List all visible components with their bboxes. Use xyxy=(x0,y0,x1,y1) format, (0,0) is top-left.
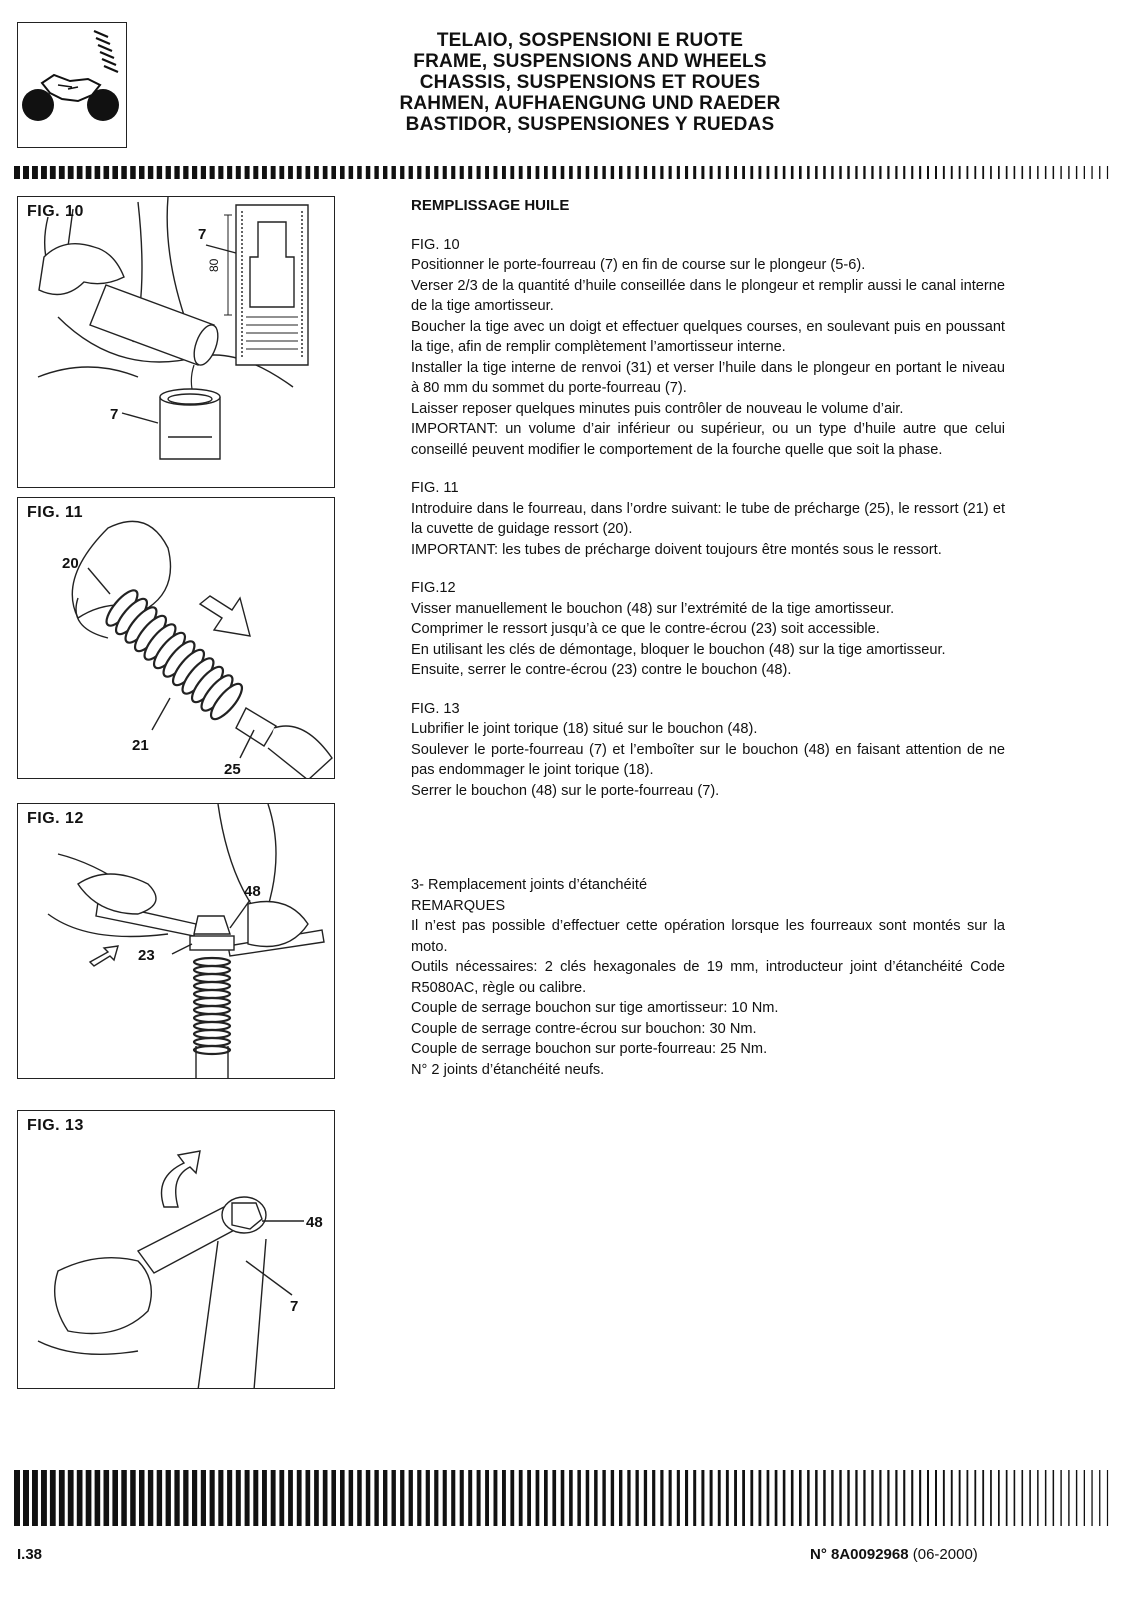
figure-label: FIG. 12 xyxy=(27,810,84,827)
title-it: TELAIO, SOSPENSIONI E RUOTE xyxy=(436,30,744,51)
top-divider-stripe xyxy=(14,166,1116,179)
document-date: (06-2000) xyxy=(912,1546,978,1563)
remarks-line: Couple de serrage bouchon sur tige amortisseur: 10 Nm. xyxy=(411,1000,779,1016)
instruction-block-fig10 xyxy=(411,235,1005,461)
locknut-tightening-illustration xyxy=(18,804,335,1079)
remarks-subtitle: REMARQUES xyxy=(411,897,506,914)
figure-10 xyxy=(17,196,335,488)
instruction-line: En utilisant les clés de démontage, bloquer le bouchon (48) sur la tige amortisseur. xyxy=(411,641,946,658)
instruction-block-fig12 xyxy=(411,578,1005,681)
bottom-divider-stripe xyxy=(14,1470,1116,1526)
title-es: BASTIDOR, SUSPENSIONES Y RUEDAS xyxy=(405,114,775,135)
callout-80-dimension: 80 xyxy=(207,258,221,272)
figure-13 xyxy=(17,1110,335,1389)
title-de: RAHMEN, AUFHAENGUNG UND RAEDER xyxy=(399,93,781,114)
figure-11 xyxy=(17,497,335,779)
callout-25: 25 xyxy=(224,761,241,778)
instruction-line: Comprimer le ressort jusqu’à ce que le contre-écrou (23) soit accessible. xyxy=(411,621,880,637)
oil-filling-illustration xyxy=(18,197,335,488)
document-number: N° 8A0092968 xyxy=(810,1546,909,1563)
instruction-line: IMPORTANT: un volume d’air inférieur ou supérieur, ou un type d’huile autre que celui conseillé peuvent modifier le comportement de la fourche quelle que soit la phase. xyxy=(411,421,1005,458)
instruction-line: IMPORTANT: les tubes de précharge doivent toujours être montés sous le ressort. xyxy=(411,541,942,558)
block-title: FIG. 11 xyxy=(411,480,459,496)
figure-label: FIG. 10 xyxy=(27,203,84,220)
instruction-line: Lubrifier le joint torique (18) situé sur le bouchon (48). xyxy=(411,721,758,737)
remarks-line: Couple de serrage bouchon sur porte-fourreau: 25 Nm. xyxy=(411,1041,768,1057)
instruction-line: Ensuite, serrer le contre-écrou (23) contre le bouchon (48). xyxy=(411,662,792,678)
instruction-line: Serrer le bouchon (48) sur le porte-fourreau (7). xyxy=(411,782,720,799)
remarks-block xyxy=(411,875,1005,1080)
instruction-line: Introduire dans le fourreau, dans l’ordre suivant: le tube de précharge (25), le ressort (21) et la cuvette de guidage ressort (20). xyxy=(411,500,1005,537)
motorcycle-suspension-icon xyxy=(18,23,126,147)
callout-48: 48 xyxy=(244,883,261,900)
remarks-title: 3- Remplacement joints d’étanchéité xyxy=(411,877,648,893)
instruction-line: Soulever le porte-fourreau (7) et l’emboîter sur le bouchon (48) en faisant attention de ne pas endommager le joint torique (18). xyxy=(411,741,1005,778)
instruction-line: Visser manuellement le bouchon (48) sur l’extrémité de la tige amortisseur. xyxy=(411,600,895,617)
spring-insertion-illustration xyxy=(18,498,335,779)
page-number: I.38 xyxy=(17,1546,43,1563)
callout-21: 21 xyxy=(132,737,149,754)
figure-12 xyxy=(17,803,335,1079)
callout-23: 23 xyxy=(138,947,155,964)
instruction-block-fig13 xyxy=(411,699,1005,802)
callout-7-top: 7 xyxy=(198,226,207,243)
title-en: FRAME, SUSPENSIONS AND WHEELS xyxy=(413,51,767,72)
figure-label: FIG. 11 xyxy=(27,504,83,521)
section-heading: REMPLISSAGE HUILE xyxy=(411,197,570,214)
page-titles xyxy=(380,30,800,135)
block-title: FIG.12 xyxy=(411,580,456,596)
document-reference xyxy=(810,1546,978,1563)
instruction-line: Verser 2/3 de la quantité d’huile conseillée dans le plongeur et remplir aussi le canal interne de la tige amortisseur. xyxy=(411,277,1005,314)
instruction-line: Installer la tige interne de renvoi (31) et verser l’huile dans le plongeur en portant le niveau à 80 mm du sommet du porte-fourreau (7). xyxy=(411,359,1005,396)
instruction-line: Laisser reposer quelques minutes puis contrôler de nouveau le volume d’air. xyxy=(411,400,904,417)
instruction-line: Positionner le porte-fourreau (7) en fin de course sur le plongeur (5-6). xyxy=(411,257,866,273)
figure-label: FIG. 13 xyxy=(27,1117,84,1134)
remarks-line: Outils nécessaires: 2 clés hexagonales de 19 mm, introducteur joint d’étanchéité Code R5080AC, règle ou calibre. xyxy=(411,959,1005,996)
instruction-line: Boucher la tige avec un doigt et effectuer quelques courses, en soulevant puis en poussant la tige, afin de remplir complètement l’amortisseur interne. xyxy=(411,318,1005,355)
instruction-block-fig11 xyxy=(411,478,1005,560)
instructions-content xyxy=(411,196,1005,1098)
block-title: FIG. 10 xyxy=(411,236,460,253)
section-logo xyxy=(17,22,127,148)
cap-tightening-illustration xyxy=(18,1111,335,1389)
callout-7-bottom: 7 xyxy=(110,406,119,423)
remarks-line: Il n’est pas possible d’effectuer cette opération lorsque les fourreaux sont montés sur la moto. xyxy=(411,918,1005,955)
block-title: FIG. 13 xyxy=(411,700,460,717)
remarks-line: Couple de serrage contre-écrou sur bouchon: 30 Nm. xyxy=(411,1020,757,1037)
callout-20: 20 xyxy=(62,555,79,572)
remarks-line: N° 2 joints d’étanchéité neufs. xyxy=(411,1061,605,1078)
title-fr: CHASSIS, SUSPENSIONS ET ROUES xyxy=(419,72,761,93)
callout-48: 48 xyxy=(306,1214,323,1231)
callout-7: 7 xyxy=(290,1298,299,1315)
